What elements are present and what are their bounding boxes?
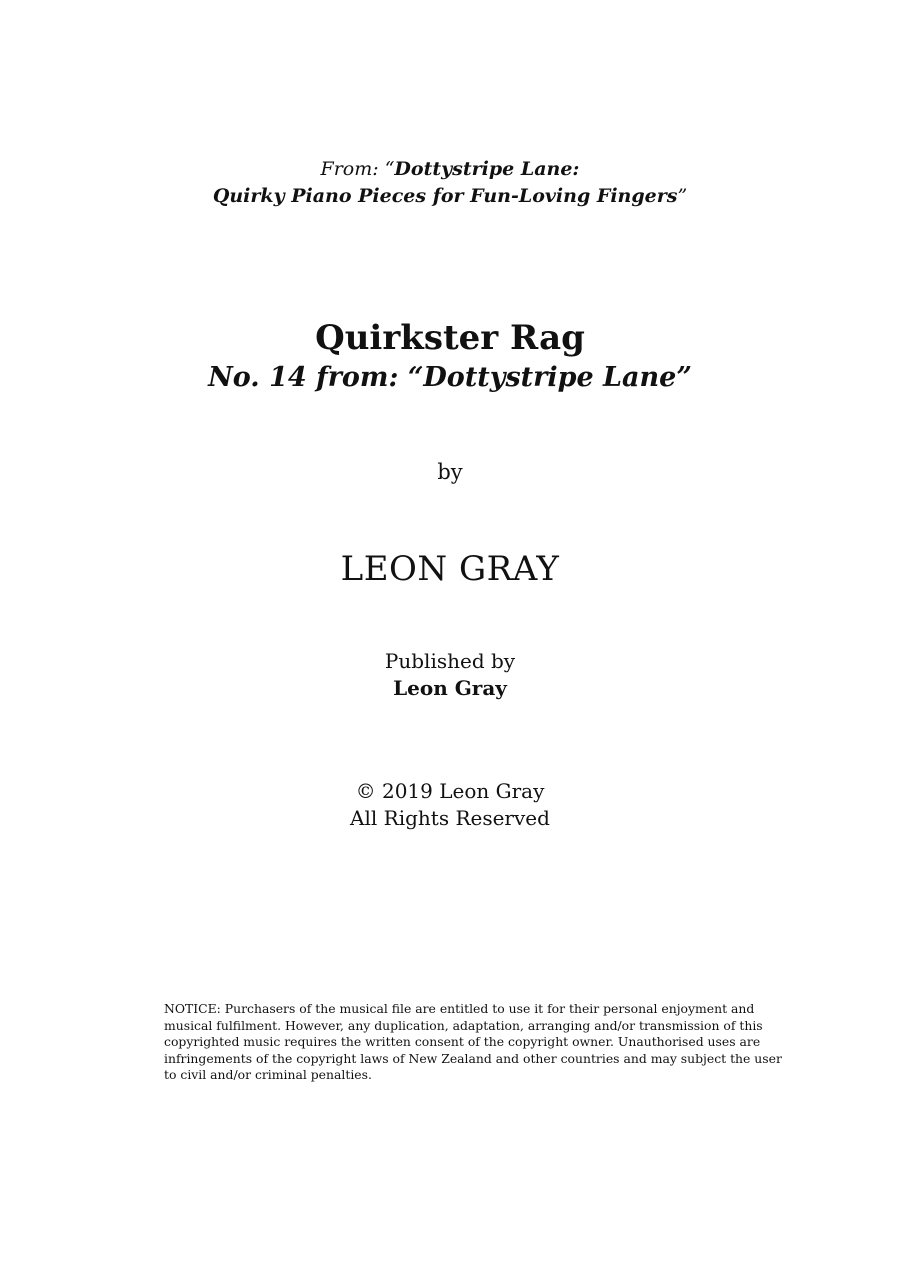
- close-quote: ”: [677, 185, 688, 207]
- rights-reserved: All Rights Reserved: [350, 806, 550, 830]
- publisher-name: Leon Gray: [393, 676, 507, 700]
- piece-subtitle: No. 14 from: “Dottystripe Lane”: [208, 362, 692, 393]
- piece-title: Quirkster Rag: [315, 318, 585, 358]
- composer-name: LEON GRAY: [340, 549, 560, 589]
- published-by-label: Published by: [384, 649, 516, 673]
- collection-header: [0, 156, 900, 210]
- copyright-line: © 2019 Leon Gray: [355, 779, 545, 803]
- collection-name: Dottystripe Lane:: [394, 158, 580, 180]
- collection-subtitle: Quirky Piano Pieces for Fun-Loving Fingers: [212, 185, 678, 207]
- from-prefix: From: “: [320, 158, 395, 180]
- by-label: by: [437, 460, 463, 484]
- collection-line-2: [0, 183, 900, 210]
- legal-notice: NOTICE: Purchasers of the musical file are entitled to use it for their personal enjoyment and musical fulfilment. However, any duplication, adaptation, arranging and/or transmission of this copyrighted music requires the written consent of the copyright owner. Unauthorised uses are infringements of the copyright laws of New Zealand and other countries and may subject the user to civil and/or criminal penalties.: [164, 1001, 782, 1083]
- collection-line-1: [0, 156, 900, 183]
